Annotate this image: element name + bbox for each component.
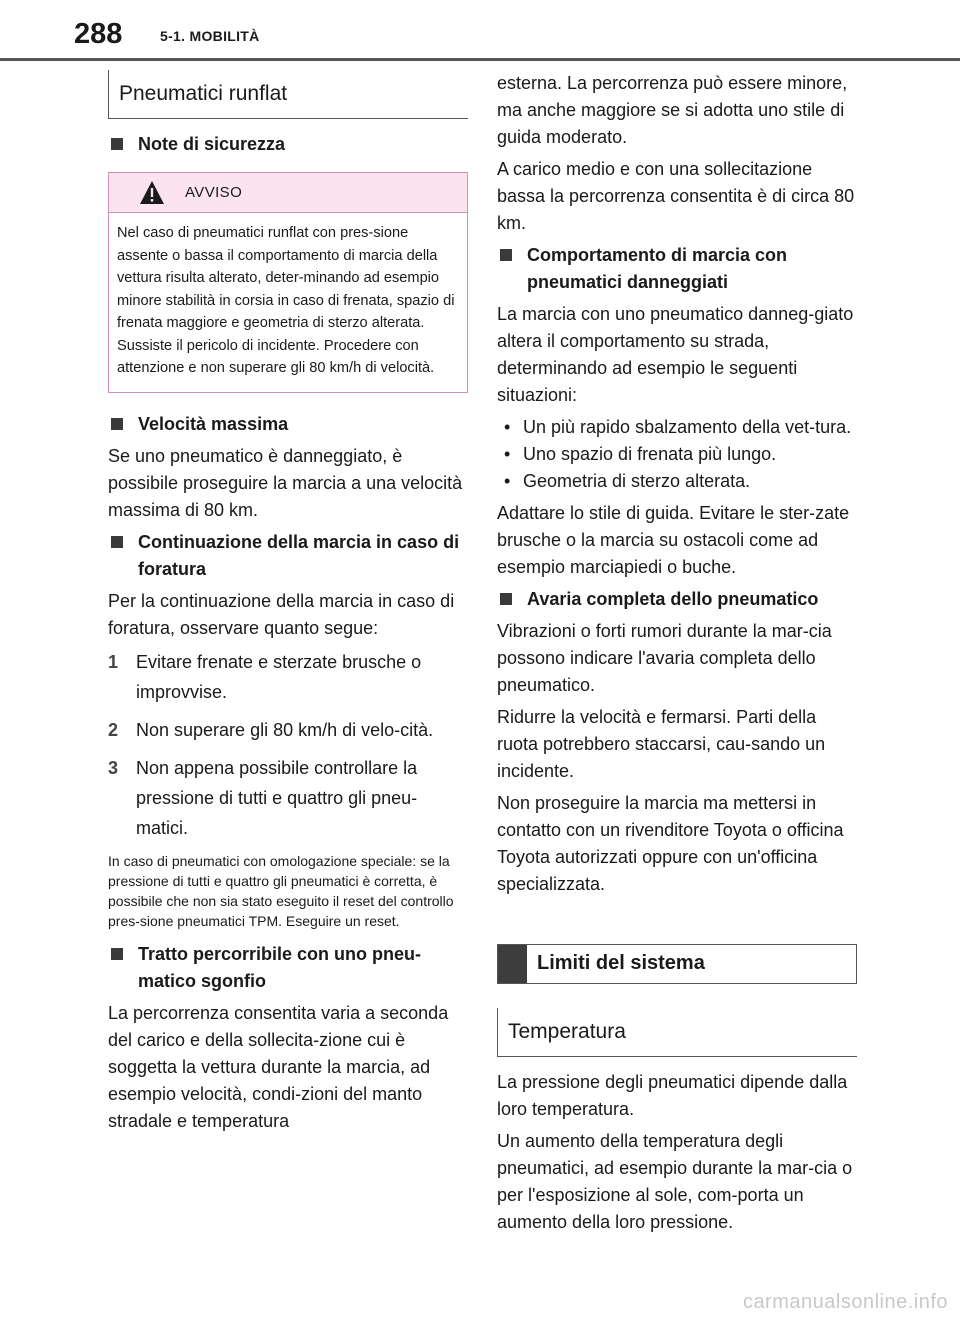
paragraph-average-load: A carico medio e con una sollecitazione bassa la percorrenza consentita è di circa 80 km. <box>497 159 855 233</box>
list-item-text: Un più rapido sbalzamento della vet-tura. <box>523 417 852 437</box>
note-special-approval: In caso di pneumatici con omologazione speciale: se la pressione di tutti e quattro gli pneumatici è corretta, è possibile che non sia stato eseguito il reset del controllo pres-sione pneumatici TPM. Eseguire un reset. <box>108 852 454 929</box>
list-item-text: Uno spazio di frenata più lungo. <box>523 444 777 464</box>
list-item <box>497 414 857 441</box>
section-label: Limiti del sistema <box>537 952 705 974</box>
warning-text: Nel caso di pneumatici runflat con pres-sione assente o bassa il comportamento di marcia della vettura risulta alterato, deter-minando ad esempio minore stabilità in corsia in caso di frenata, spazio di frenata maggiore e geometria di sterzo alterata. Sussiste il pericolo di incidente. Procedere con attenzione e non superare gli 80 km/h di velocità. <box>117 225 455 376</box>
paragraph-flat-distance: La percorrenza consentita varia a seconda del carico e della sollecita-zione cui è soggetta la vettura durante la marcia, ad esempio velocità, condi-zioni del manto stradale e temperatura <box>108 1002 449 1131</box>
header-rule <box>0 58 960 61</box>
paragraph-max-speed: Se uno pneumatico è danneggiato, è possibile proseguire la marcia a una velocità massima di 80 km. <box>108 445 463 520</box>
square-bullet-icon <box>500 249 512 261</box>
section-bar <box>498 945 527 983</box>
heading-text: Note di sicurezza <box>138 134 286 154</box>
square-bullet-icon <box>111 536 123 548</box>
step-number: 3 <box>108 757 119 778</box>
step-number: 2 <box>108 719 119 740</box>
warning-header <box>109 173 467 213</box>
paragraph-temperature-1: La pressione degli pneumatici dipende dalla loro temperatura. <box>497 1072 848 1119</box>
watermark: carmanualsonline.info <box>742 1291 948 1313</box>
paragraph-distance-continued: esterna. La percorrenza può essere minore, ma anche maggiore se si adotta uno stile di guida moderato. <box>497 73 848 147</box>
section-system-limits <box>497 944 857 984</box>
step-text: Non appena possibile controllare la pressione di tutti e quattro gli pneu-matici. <box>136 757 418 838</box>
paragraph-damaged-behavior: La marcia con uno pneumatico danneg-giato altera il comportamento su strada, determinando ad esempio le seguenti situazioni: <box>497 304 854 405</box>
list-item <box>497 441 857 468</box>
list-item <box>497 468 857 495</box>
paragraph-temperature-2: Un aumento della temperatura degli pneumatici, ad esempio durante la mar-cia o per l'esposizione al sole, com-porta un aumento della loro pressione. <box>497 1131 853 1232</box>
bullet-list <box>497 414 857 495</box>
step-item <box>108 715 468 745</box>
left-column <box>108 70 468 1140</box>
paragraph-failure-3: Non proseguire la marcia ma mettersi in contatto con un rivenditore Toyota o officina Toyota autorizzati oppure con un'officina specializzata. <box>497 793 844 894</box>
square-bullet-icon <box>500 593 512 605</box>
heading-text: Comportamento di marcia con pneumatici danneggiati <box>527 245 788 292</box>
paragraph-continue-driving: Per la continuazione della marcia in caso di foratura, osservare quanto segue: <box>108 590 455 638</box>
heading-tire-failure <box>497 586 857 613</box>
warning-title: AVVISO <box>185 184 243 201</box>
bullet-dot-icon: • <box>504 444 511 464</box>
subsection-runflat: Pneumatici runflat <box>108 70 468 119</box>
step-item <box>108 753 468 843</box>
paragraph-failure-2: Ridurre la velocità e fermarsi. Parti della ruota potrebbero staccarsi, cau-sando un incidente. <box>497 707 826 781</box>
step-text: Non superare gli 80 km/h di velo-cità. <box>136 719 434 740</box>
heading-max-speed <box>108 411 468 438</box>
bullet-dot-icon: • <box>504 471 511 491</box>
heading-text: Tratto percorribile con uno pneu-matico sgonfio <box>138 943 422 991</box>
section-title: 5-1. MOBILITÀ <box>160 28 260 44</box>
step-item <box>108 647 468 707</box>
heading-safety-notes <box>108 131 468 158</box>
paragraph-adapt-style: Adattare lo stile di guida. Evitare le ster-zate brusche o la marcia su ostacoli come ad esempio marciapiedi o buche. <box>497 503 850 577</box>
bullet-dot-icon: • <box>504 417 511 437</box>
right-column <box>497 70 857 1241</box>
warning-box <box>108 172 468 393</box>
step-number: 1 <box>108 651 119 672</box>
square-bullet-icon <box>111 418 123 430</box>
heading-text: Avaria completa dello pneumatico <box>527 589 819 609</box>
subsection-temperature: Temperatura <box>497 1008 857 1057</box>
heading-text: Continuazione della marcia in caso di foratura <box>138 531 460 579</box>
list-item-text: Geometria di sterzo alterata. <box>523 471 751 491</box>
square-bullet-icon <box>111 138 123 150</box>
warning-triangle-icon <box>139 180 165 206</box>
heading-flat-distance <box>108 941 468 995</box>
heading-damaged-behavior <box>497 242 857 296</box>
paragraph-failure-1: Vibrazioni o forti rumori durante la mar-cia possono indicare l'avaria completa dello pneumatico. <box>497 621 832 695</box>
heading-continue-driving <box>108 529 468 583</box>
step-text: Evitare frenate e sterzate brusche o improvvise. <box>136 651 422 702</box>
square-bullet-icon <box>111 948 123 960</box>
page-number: 288 <box>74 18 123 50</box>
heading-text: Velocità massima <box>138 413 289 434</box>
